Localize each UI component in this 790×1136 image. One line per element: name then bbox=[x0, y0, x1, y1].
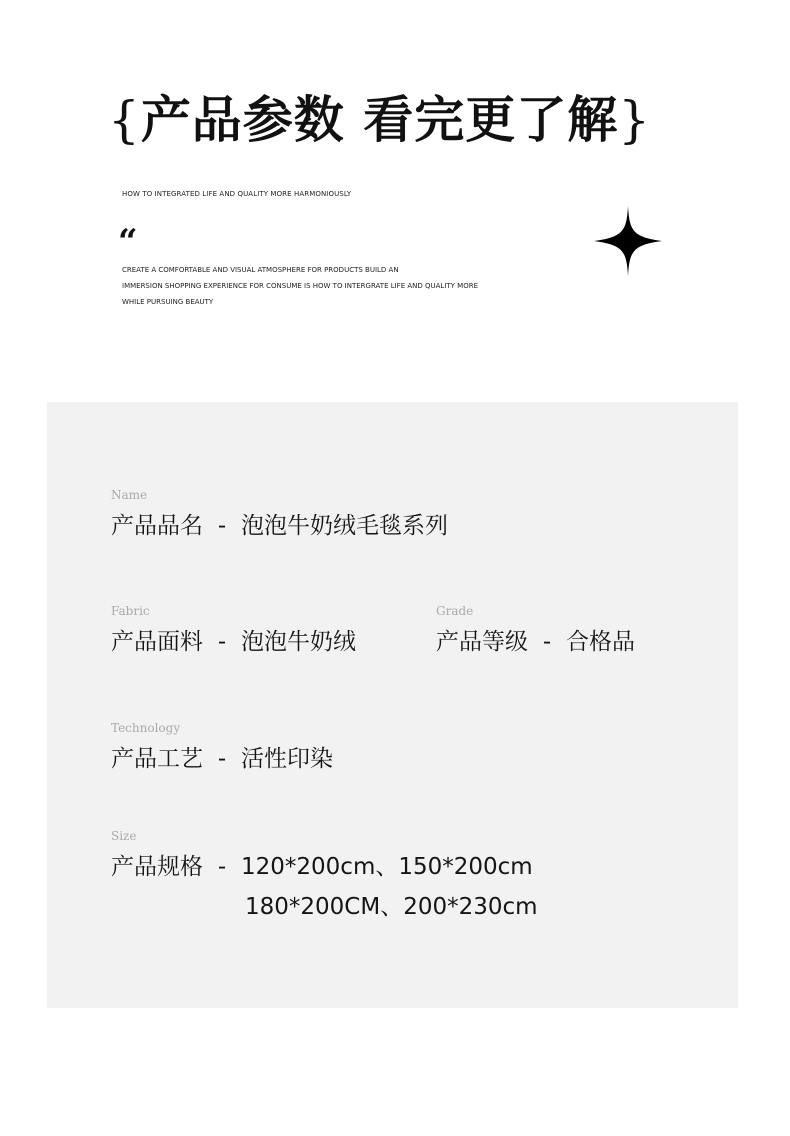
grade-row bbox=[436, 627, 635, 657]
fabric-value: 泡泡牛奶绒 bbox=[241, 629, 356, 655]
brace-close: } bbox=[618, 91, 652, 149]
fabric-label: 产品面料 bbox=[111, 629, 203, 655]
size-value-line1: 120*200cm、150*200cm bbox=[241, 854, 533, 880]
description-line: CREATE A COMFORTABLE AND VISUAL ATMOSPHERE FOR PRODUCTS BUILD AN bbox=[122, 266, 399, 274]
brace-open: { bbox=[108, 91, 141, 149]
spec-panel bbox=[47, 402, 738, 1008]
tagline: HOW TO INTEGRATED LIFE AND QUALITY MORE HARMONIOUSLY bbox=[122, 190, 352, 198]
fabric-row bbox=[111, 627, 356, 657]
dash: - bbox=[542, 629, 552, 655]
size-label: 产品规格 bbox=[111, 854, 203, 880]
dash: - bbox=[217, 854, 227, 880]
technology-value: 活性印染 bbox=[241, 746, 333, 772]
technology-label: 产品工艺 bbox=[111, 746, 203, 772]
grade-value: 合格品 bbox=[566, 629, 635, 655]
size-value-line2: 180*200CM、200*230cm bbox=[245, 894, 538, 920]
grade-en-label: Grade bbox=[436, 604, 474, 618]
four-point-star-icon bbox=[594, 206, 662, 276]
technology-row bbox=[111, 744, 333, 774]
description-line: WHILE PURSUING BEAUTY bbox=[122, 298, 214, 306]
name-value: 泡泡牛奶绒毛毯系列 bbox=[241, 513, 448, 539]
fabric-en-label: Fabric bbox=[111, 604, 150, 618]
dash: - bbox=[217, 513, 227, 539]
size-row bbox=[111, 852, 533, 882]
description-line: IMMERSION SHOPPING EXPERIENCE FOR CONSUME IS HOW TO INTERGRATE LIFE AND QUALITY MORE bbox=[122, 282, 478, 290]
size-en-label: Size bbox=[111, 829, 137, 843]
title-text: 产品参数 看完更了解 bbox=[140, 91, 619, 149]
name-en-label: Name bbox=[111, 488, 148, 502]
dash: - bbox=[217, 629, 227, 655]
name-label: 产品品名 bbox=[111, 513, 203, 539]
page-title bbox=[108, 88, 651, 152]
quote-mark: “ bbox=[118, 222, 138, 262]
name-row bbox=[111, 511, 448, 541]
technology-en-label: Technology bbox=[111, 721, 181, 735]
dash: - bbox=[217, 746, 227, 772]
description bbox=[122, 262, 478, 310]
grade-label: 产品等级 bbox=[436, 629, 528, 655]
